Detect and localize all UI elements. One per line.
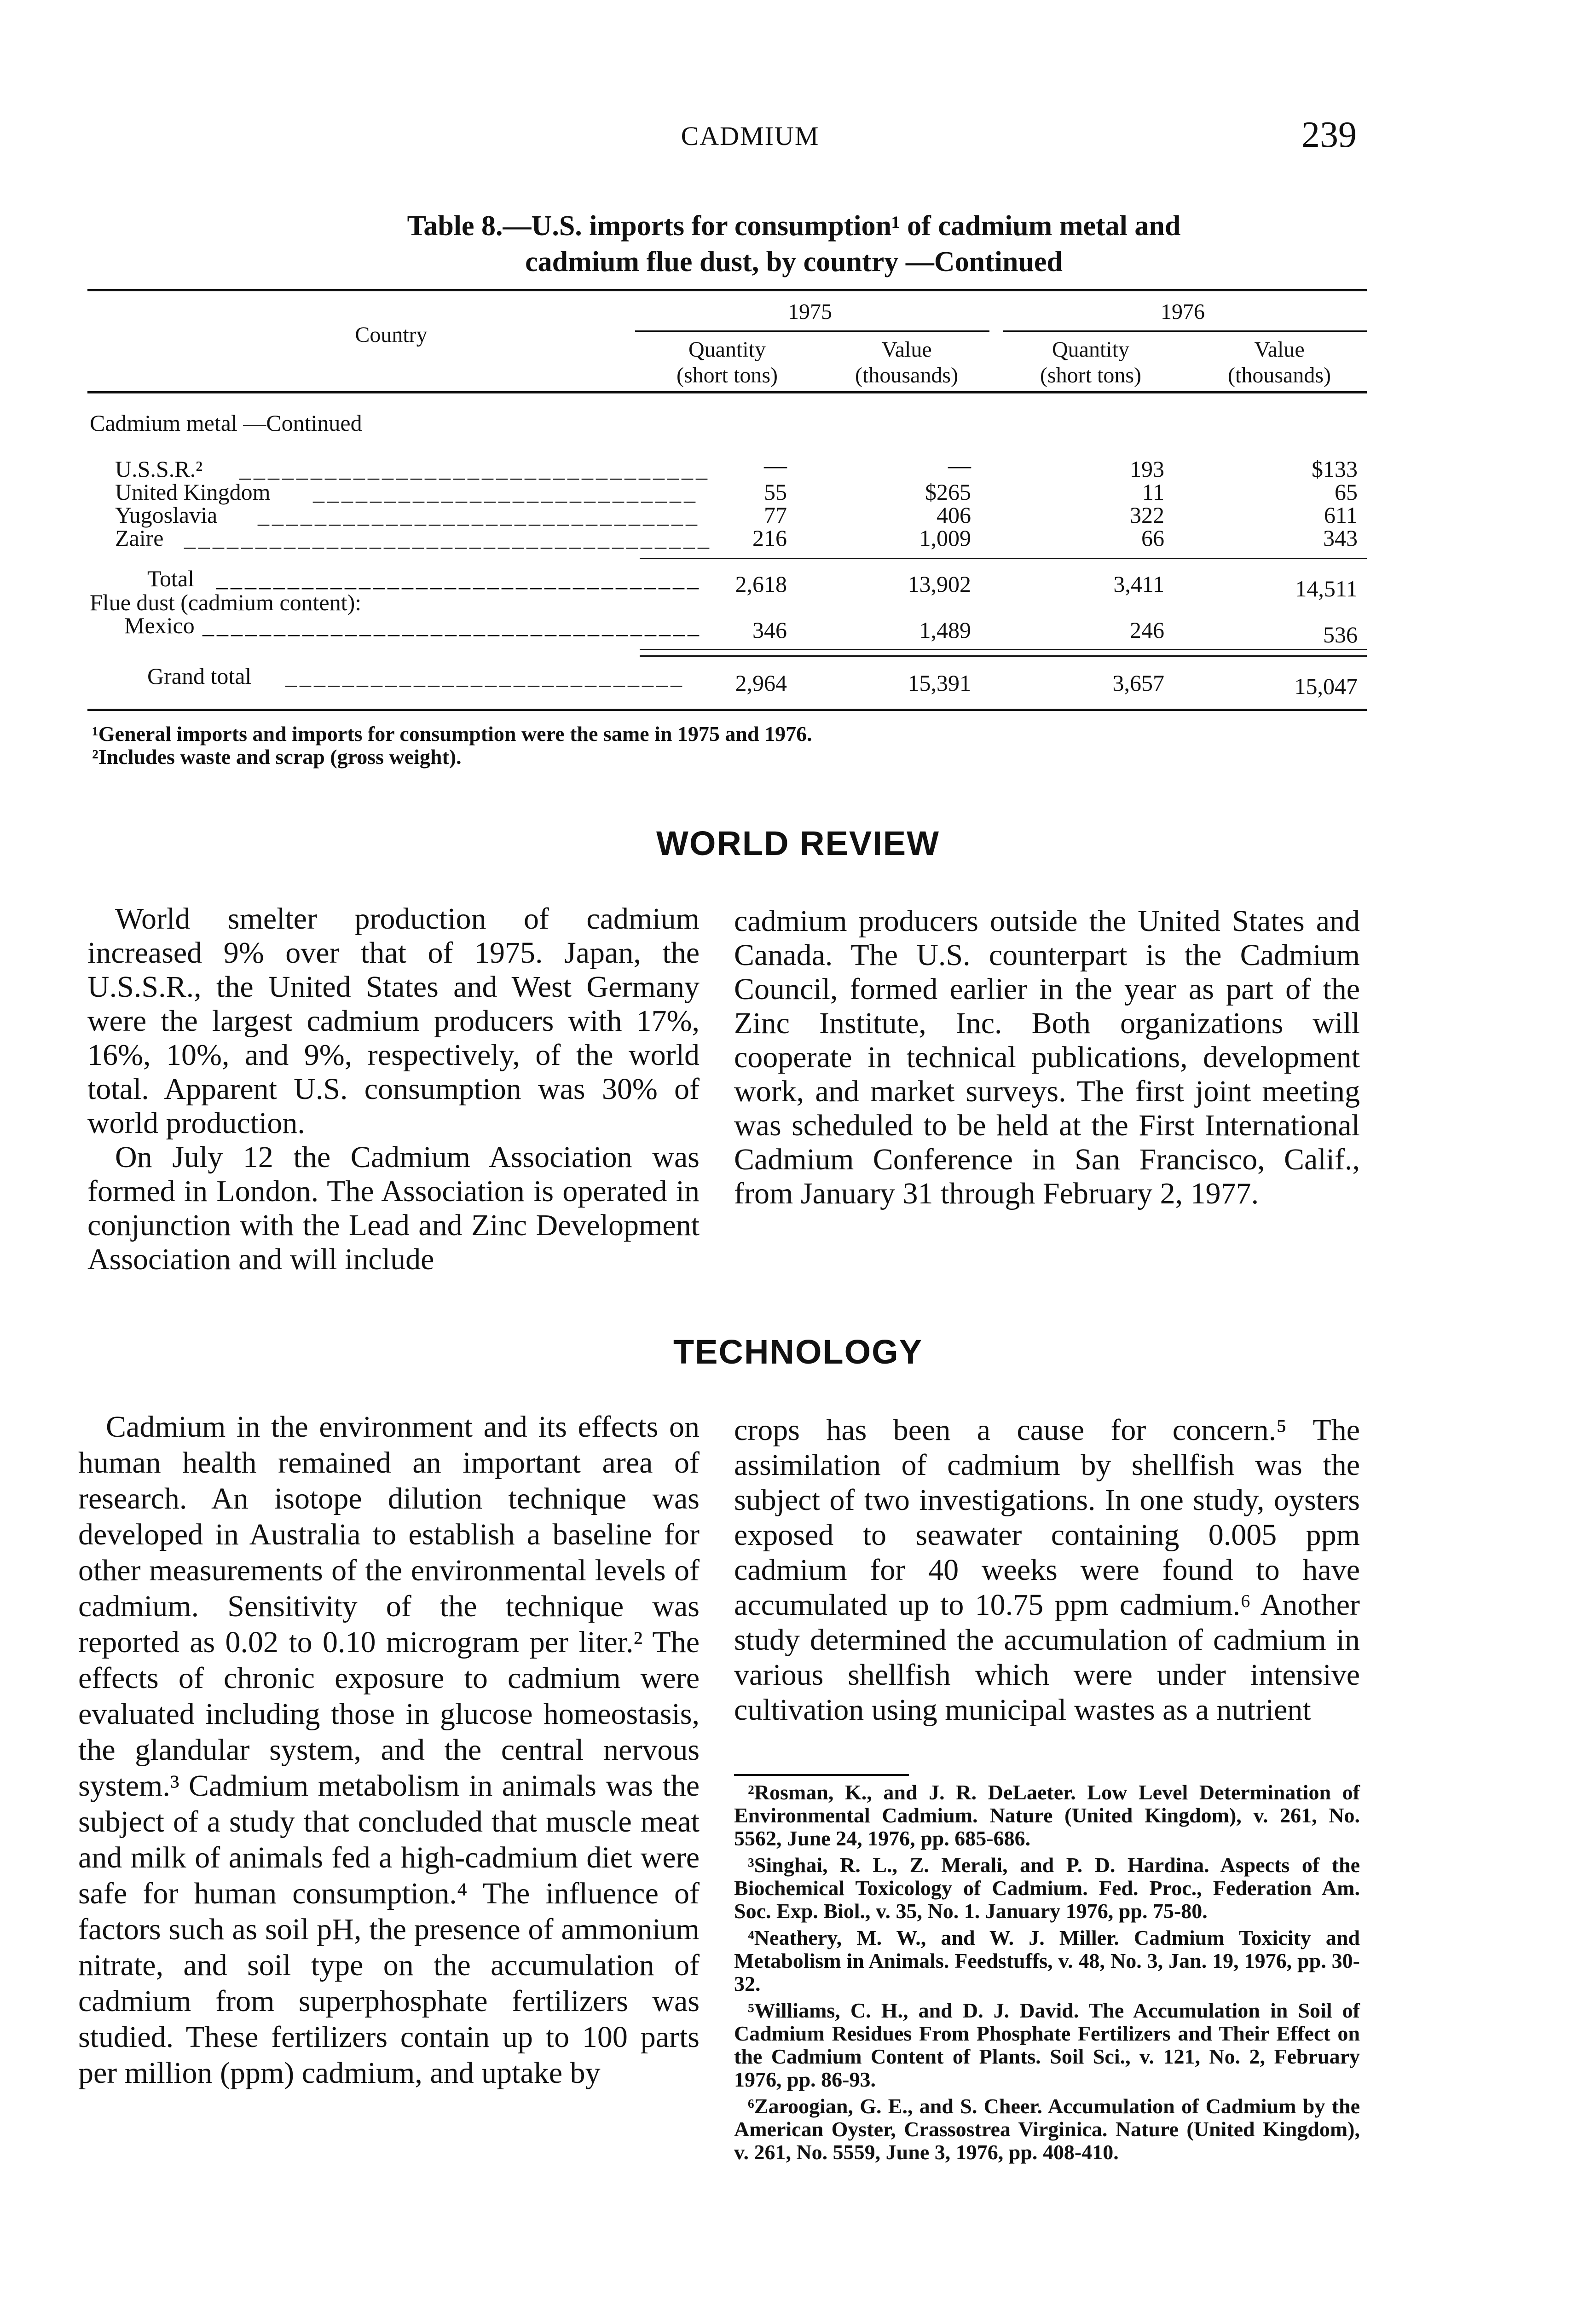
year-1976-rule xyxy=(1003,330,1367,332)
table-cell: 536 xyxy=(1323,622,1358,648)
table-cell: 2,964 xyxy=(735,670,787,696)
leader-dots: ___________________________________ xyxy=(202,613,702,638)
val-1975-header-l2: (thousands) xyxy=(855,363,958,387)
paragraph: Cadmium in the environment and its effects on human health remained an important area of research. An isotope dilution technique was developed in Australia to establish a baseline for other measurements of the environmental levels of cadmium. Sensitivity of the technique was reported as 0.02 to 0.10 microgram per liter.² The effects of chronic exposure to cadmium were evaluated including those in glucose homeostasis, the glandular system, and the central nervous system.³ Cadmium metabolism in animals was the subject of a study that concluded that muscle meat and milk of animals fed a high-cadmium diet were safe for human consumption.⁴ The influence of factors such as soil pH, the presence of ammonium nitrate, and soil type on the accumulation of cadmium from superphosphate fertilizers was studied. These fertilizers contain up to 100 parts per million (ppm) cadmium, and uptake by xyxy=(78,1410,700,2090)
paragraph: crops has been a cause for concern.⁵ The assimilation of cadmium by shellfish was the subject of two investigations. In one study, oysters exposed to seawater containing 0.005 ppm cadmium for 40 weeks were found to have accumulated up to 10.75 ppm cadmium.⁶ Another study determined the accumulation of cadmium in various shellfish which were under intensive cultivation using municipal wastes as a nutrient xyxy=(734,1413,1360,1727)
table-cell: 15,391 xyxy=(908,670,971,696)
row-label-total: Total xyxy=(147,566,195,591)
table-cell: $133 xyxy=(1312,456,1358,482)
world-review-left-column xyxy=(87,902,700,1277)
leader-dots: _______________________________ xyxy=(258,502,700,528)
reference-list xyxy=(734,1781,1360,2168)
leader-dots: __________________________________ xyxy=(216,566,701,591)
row-label-grand-total: Grand total xyxy=(147,663,252,689)
flue-dust-label: Flue dust (cadmium content): xyxy=(90,590,362,615)
world-review-heading: WORLD REVIEW xyxy=(656,824,940,862)
grand-total-rule-1 xyxy=(640,649,1367,650)
table-cell: 3,411 xyxy=(1113,571,1164,597)
qty-1976-header-l1: Quantity xyxy=(1052,337,1129,362)
table-cell: 611 xyxy=(1324,502,1358,528)
paragraph: World smelter production of cadmium increased 9% over that of 1975. Japan, the U.S.S.R., the United States and West Germany were the largest cadmium producers with 17%, 16%, 10%, and 9%, respectively, of the world total. Apparent U.S. consumption was 30% of world production. xyxy=(87,902,700,1140)
country-header: Country xyxy=(355,323,428,347)
world-review-right-column xyxy=(734,904,1360,1211)
val-1976-header-l2: (thousands) xyxy=(1228,363,1331,387)
table-cell: $265 xyxy=(925,479,971,505)
qty-1975-header xyxy=(644,337,810,388)
table-top-rule xyxy=(87,289,1367,291)
table-cell: 55 xyxy=(764,479,787,505)
table-cell: 3,657 xyxy=(1112,670,1164,696)
table-bottom-rule xyxy=(87,709,1367,711)
table-cell: 1,009 xyxy=(919,525,971,551)
row-label-uk: United Kingdom xyxy=(115,479,271,505)
qty-1975-header-l1: Quantity xyxy=(688,337,766,362)
leader-dots: _____________________________________ xyxy=(184,525,712,551)
qty-1975-header-l2: (short tons) xyxy=(677,363,778,387)
table-cell: 15,047 xyxy=(1294,673,1358,699)
table-cell: — xyxy=(764,452,787,478)
table-cell: 193 xyxy=(1130,456,1164,482)
table-cell: 14,511 xyxy=(1295,576,1358,601)
reference-item: ⁴Neathery, M. W., and W. J. Miller. Cadmium Toxicity and Metabolism in Animals. Feedstuffs, v. 48, No. 3, Jan. 19, 1976, pp. 30-32. xyxy=(734,1926,1360,1995)
subtotal-rule xyxy=(640,558,1367,559)
table-cell: 11 xyxy=(1142,479,1164,505)
leader-dots: ____________________________ xyxy=(285,663,685,689)
technology-heading: TECHNOLOGY xyxy=(673,1333,923,1371)
table-caption xyxy=(230,208,1358,280)
val-1976-header-l1: Value xyxy=(1254,337,1305,362)
table-cell: 1,489 xyxy=(919,617,971,643)
table-footnote: ¹General imports and imports for consumption were the same in 1975 and 1976. xyxy=(92,722,812,746)
paragraph: On July 12 the Cadmium Association was formed in London. The Association is operated in conjunction with the Lead and Zinc Development Association and will include xyxy=(87,1140,700,1276)
qty-1976-header-l2: (short tons) xyxy=(1040,363,1141,387)
reference-item: ⁶Zaroogian, G. E., and S. Cheer. Accumulation of Cadmium by the American Oyster, Crassostrea Virginica. Nature (United Kingdom), v. 261, No. 5559, June 3, 1976, pp. 408-410. xyxy=(734,2094,1360,2164)
page-number: 239 xyxy=(1301,115,1357,155)
section-label: Cadmium metal —Continued xyxy=(90,410,362,436)
table-cell: 322 xyxy=(1130,502,1164,528)
year-1975-header: 1975 xyxy=(788,300,832,324)
table-cell: 246 xyxy=(1130,617,1164,643)
table-footnote: ²Includes waste and scrap (gross weight). xyxy=(92,745,462,769)
row-label-zaire: Zaire xyxy=(115,525,164,551)
row-label-mexico: Mexico xyxy=(124,613,195,638)
val-1975-header-l1: Value xyxy=(881,337,932,362)
year-1975-rule xyxy=(635,330,989,332)
technology-left-column xyxy=(78,1409,700,2091)
table-cell: 346 xyxy=(752,617,787,643)
table-cell: 406 xyxy=(937,502,971,528)
qty-1976-header xyxy=(1008,337,1174,388)
table-caption-line2: cadmium flue dust, by country —Continued xyxy=(525,246,1063,278)
year-1976-header: 1976 xyxy=(1161,300,1205,324)
table-cell: — xyxy=(948,452,971,478)
table-cell: 77 xyxy=(764,502,787,528)
reference-item: ⁵Williams, C. H., and D. J. David. The Accumulation in Soil of Cadmium Residues From Phosphate Fertilizers and Their Effect on the Cadmium Content of Plants. Soil Sci., v. 121, No. 2, February 1976, pp. 86-93. xyxy=(734,1999,1360,2091)
val-1976-header xyxy=(1197,337,1362,388)
table-cell: 216 xyxy=(752,525,787,551)
table-cell: 65 xyxy=(1335,479,1358,505)
table-cell: 343 xyxy=(1323,525,1358,551)
paragraph: cadmium producers outside the United States and Canada. The U.S. counterpart is the Cadmium Council, formed earlier in the year as part of the Zinc Institute, Inc. Both organizations will cooperate in technical publications, development work, and market surveys. The first joint meeting was scheduled to be held at the First International Cadmium Conference in San Francisco, Calif., from January 31 through February 2, 1977. xyxy=(734,904,1360,1210)
leader-dots: _________________________________ xyxy=(239,456,710,482)
val-1975-header xyxy=(824,337,989,388)
table-cell: 2,618 xyxy=(735,571,787,597)
technology-right-column xyxy=(734,1413,1360,1728)
leader-dots: ___________________________ xyxy=(313,479,698,505)
table-cell: 13,902 xyxy=(908,571,971,597)
row-label-ussr: U.S.S.R.² xyxy=(115,456,203,482)
table-caption-line1: Table 8.—U.S. imports for consumption¹ of cadmium metal and xyxy=(407,210,1181,242)
header-bottom-rule xyxy=(87,391,1367,393)
footnote-separator xyxy=(734,1774,909,1776)
running-head: CADMIUM xyxy=(681,121,820,151)
reference-item: ²Rosman, K., and J. R. DeLaeter. Low Level Determination of Environmental Cadmium. Nature (United Kingdom), v. 261, No. 5562, June 24, 1976, pp. 685-686. xyxy=(734,1781,1360,1850)
grand-total-rule-2 xyxy=(640,655,1367,657)
reference-item: ³Singhai, R. L., Z. Merali, and P. D. Hardina. Aspects of the Biochemical Toxicology of Cadmium. Fed. Proc., Federation Am. Soc. Exp. Biol., v. 35, No. 1. January 1976, pp. 75-80. xyxy=(734,1853,1360,1923)
table-cell: 66 xyxy=(1141,525,1164,551)
row-label-yugoslavia: Yugoslavia xyxy=(115,502,218,528)
